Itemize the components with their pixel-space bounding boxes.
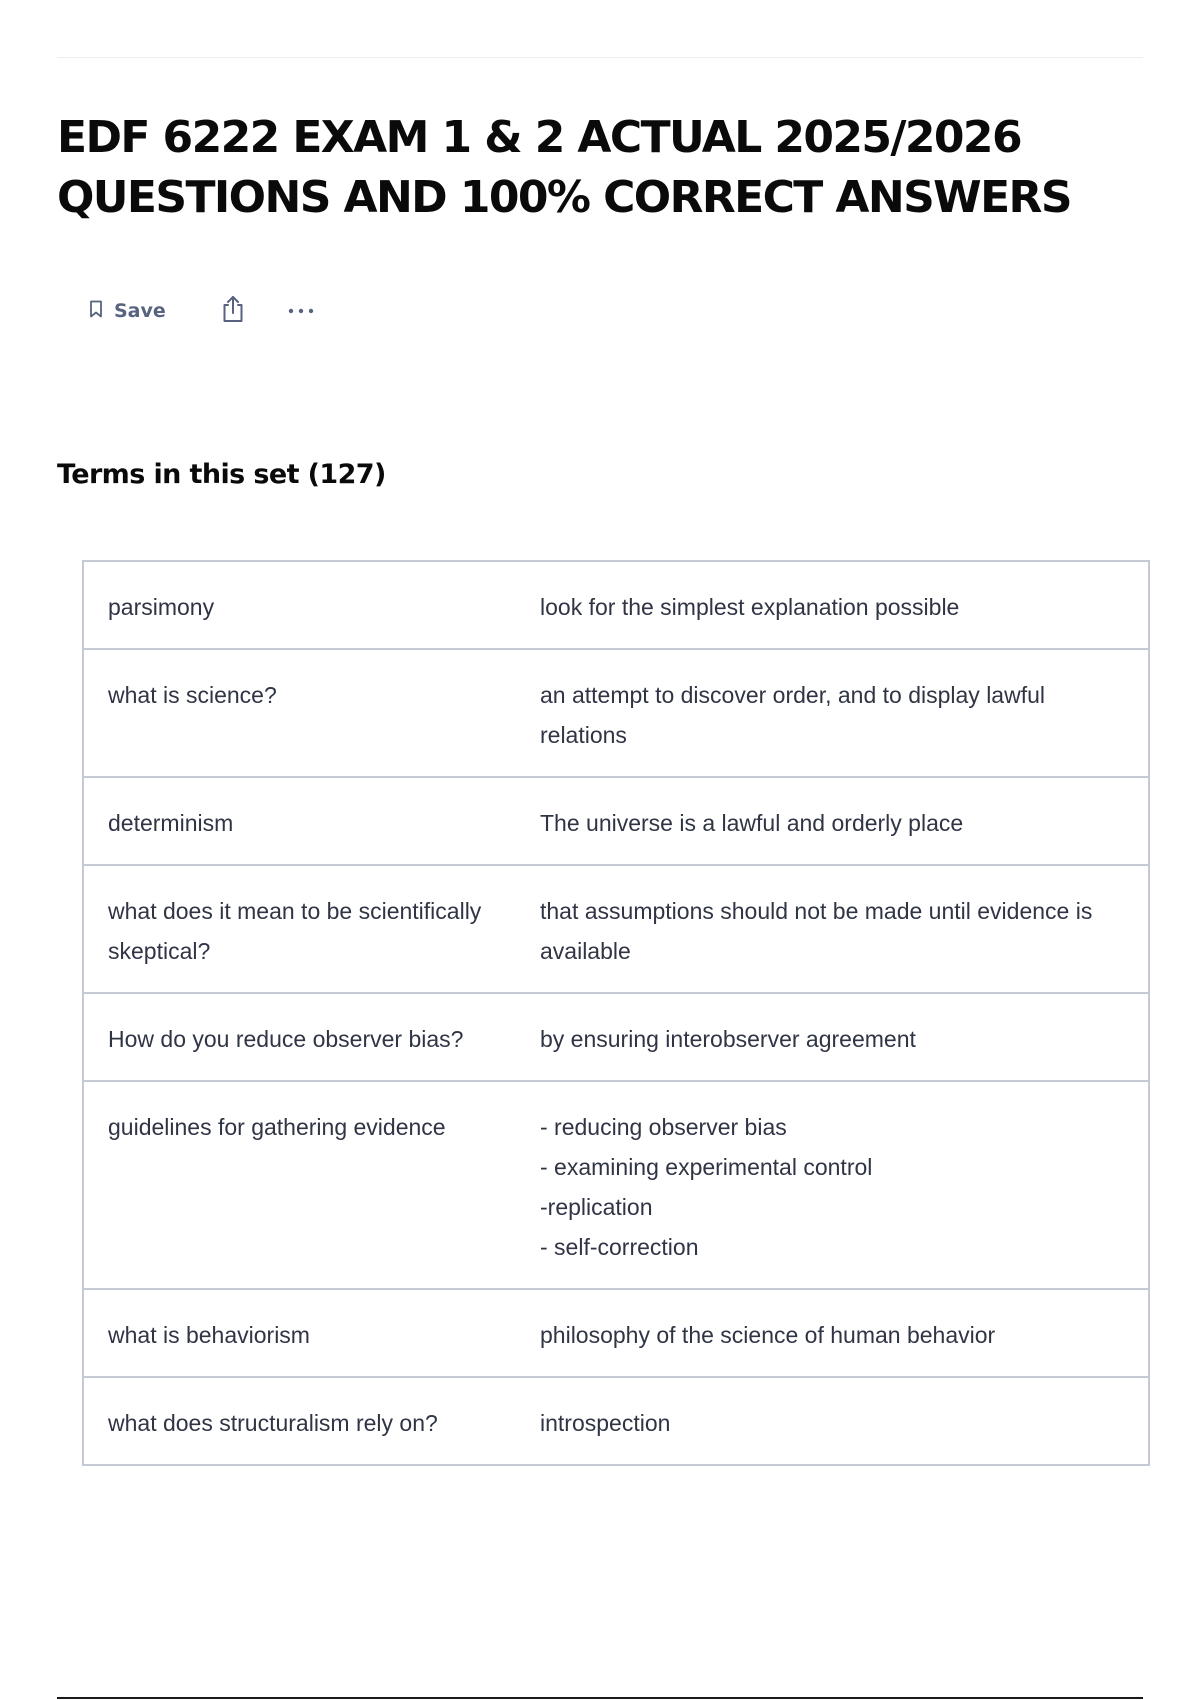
term-row bbox=[84, 776, 1148, 864]
term-word: determinism bbox=[108, 810, 234, 836]
share-icon bbox=[219, 294, 247, 329]
terms-heading: Terms in this set (127) bbox=[57, 459, 386, 490]
page-title: EDF 6222 EXAM 1 & 2 ACTUAL 2025/2026 QUESTIONS AND 100% CORRECT ANSWERS bbox=[57, 112, 1071, 223]
term-definition: look for the simplest explanation possible bbox=[540, 594, 960, 620]
term-row bbox=[84, 1080, 1148, 1288]
term-definition: an attempt to discover order, and to display lawful relations bbox=[540, 682, 1046, 748]
term-definition: philosophy of the science of human behavior bbox=[540, 1322, 996, 1348]
term-definition: that assumptions should not be made until evidence is available bbox=[540, 898, 1093, 964]
term-word: what does it mean to be scientifically skeptical? bbox=[108, 898, 482, 964]
terms-table bbox=[82, 560, 1150, 1466]
term-word: what is science? bbox=[108, 682, 277, 708]
term-row bbox=[84, 992, 1148, 1080]
bottom-divider bbox=[57, 1697, 1143, 1699]
bookmark-icon bbox=[88, 299, 104, 324]
term-word: what is behaviorism bbox=[108, 1322, 310, 1348]
term-row bbox=[84, 648, 1148, 776]
top-divider bbox=[57, 57, 1143, 58]
term-definition: introspection bbox=[540, 1410, 671, 1436]
term-word: guidelines for gathering evidence bbox=[108, 1114, 446, 1140]
term-row bbox=[84, 864, 1148, 992]
save-button[interactable] bbox=[80, 290, 174, 332]
term-word: parsimony bbox=[108, 594, 215, 620]
term-definition: The universe is a lawful and orderly place bbox=[540, 810, 964, 836]
more-options-button[interactable] bbox=[280, 290, 322, 332]
set-toolbar bbox=[80, 290, 322, 332]
term-row bbox=[84, 562, 1148, 648]
term-row bbox=[84, 1376, 1148, 1464]
term-word: what does structuralism rely on? bbox=[108, 1410, 438, 1436]
term-definition: by ensuring interobserver agreement bbox=[540, 1026, 916, 1052]
save-label: Save bbox=[114, 300, 166, 322]
more-horizontal-icon bbox=[287, 302, 315, 320]
share-button[interactable] bbox=[212, 290, 254, 332]
term-row bbox=[84, 1288, 1148, 1376]
term-word: How do you reduce observer bias? bbox=[108, 1026, 464, 1052]
term-definition: - reducing observer bias - examining experimental control -replication - self-correction bbox=[540, 1114, 873, 1260]
